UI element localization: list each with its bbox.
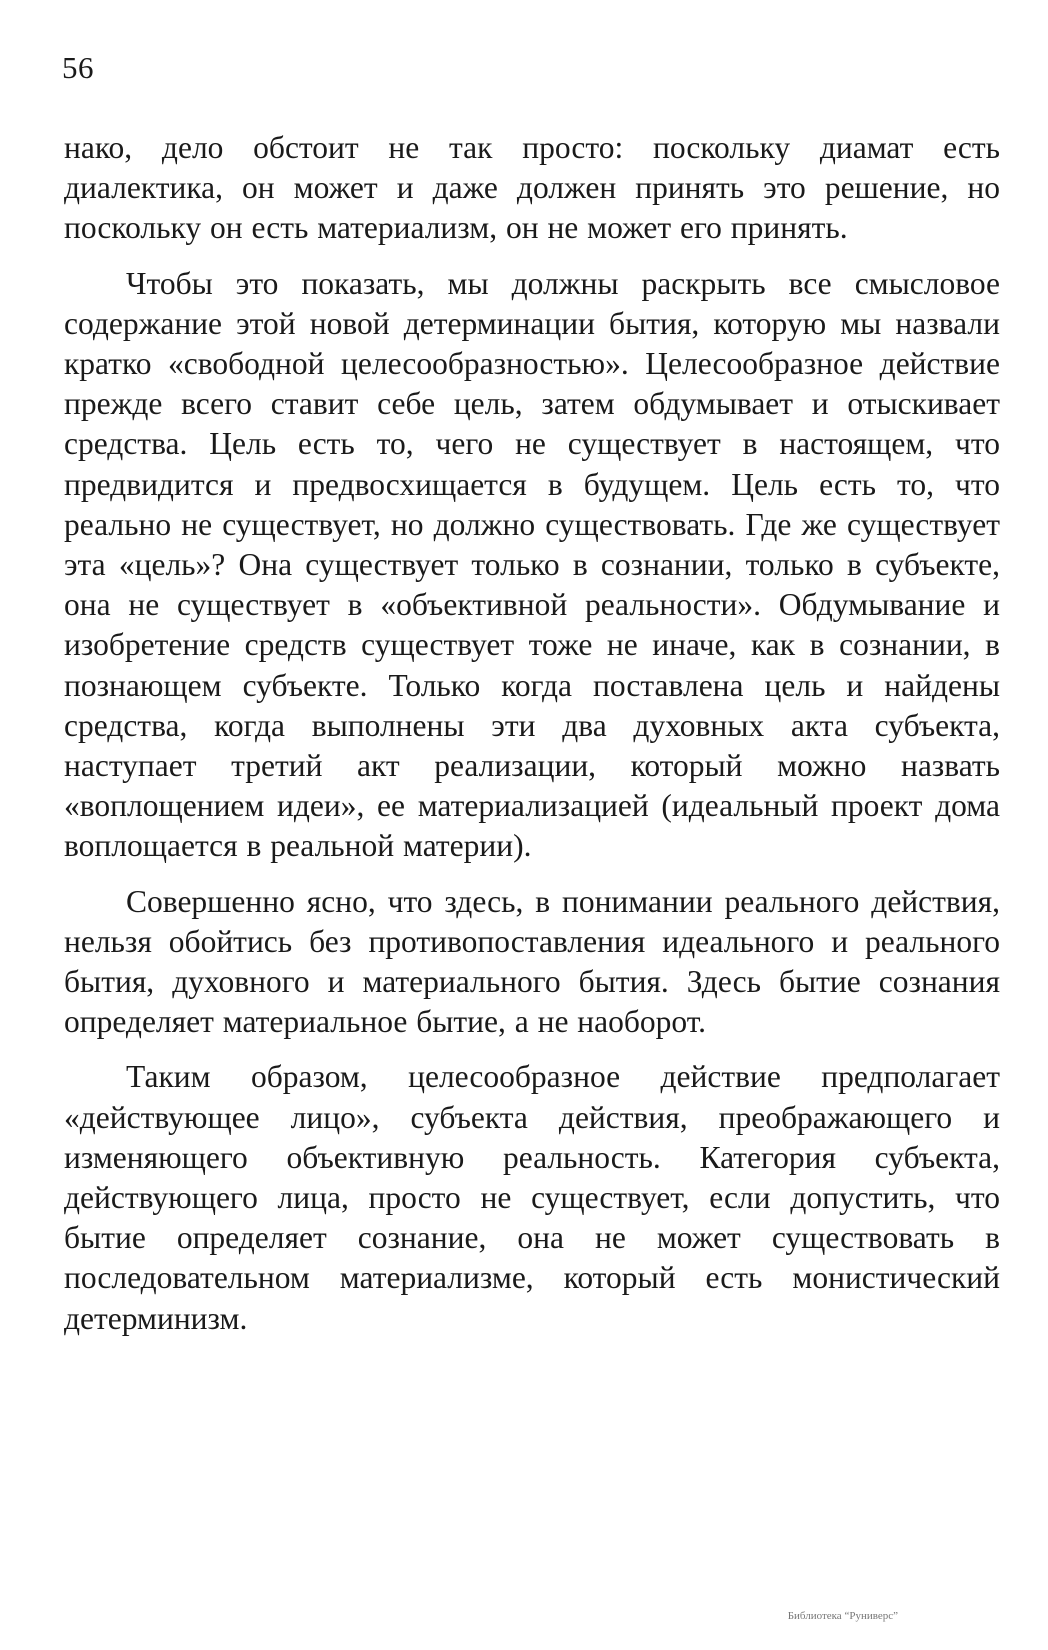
paragraph: Таким образом, целесообразное действие предполагает «действующее лицо», субъекта действия, преображающего и изменяющего объективную реальность. Категория субъекта, действующего лица, просто не существует, если допустить, что бытие определяет сознание, она не может существовать в последовательном материализме, который есть монистический детерминизм. (64, 1059, 1000, 1336)
paragraph: Совершенно ясно, что здесь, в понимании реального действия, нельзя обойтись без противопоставления идеального и реального бытия, духовного и материального бытия. Здесь бытие сознания определяет материальное бытие, а не наоборот. (64, 883, 1000, 1040)
text-body (64, 128, 1000, 1339)
library-watermark: Библиотека “Руниверс” (787, 1610, 898, 1622)
paragraph: Чтобы это показать, мы должны раскрыть все смысловое содержание этой новой детерминации бытия, которую мы назвали кратко «свободной целесообразностью». Целесообразное действие прежде всего ставит себе цель, затем обдумывает и отыскивает средства. Цель есть то, чего не существует в настоящем, что предвидится и предвосхищается в будущем. Цель есть то, что реально не существует, но должно существовать. Где же существует эта «цель»? Она существует только в сознании, только в субъекте, она не существует в «объективной реальности». Обдумывание и изобретение средств существует тоже не иначе, как в сознании, в познающем субъекте. Только когда поставлена цель и найдены средства, когда выполнены эти два духовных акта субъекта, наступает третий акт реализации, который можно назвать «воплощением идеи», ее материализацией (идеальный проект дома воплощается в реальной материи). (64, 265, 1000, 864)
page-number: 56 (62, 50, 94, 85)
paragraph: нако, дело обстоит не так просто: поскольку диамат есть диалектика, он может и даже должен принять это решение, но поскольку он есть материализм, он не может его принять. (64, 130, 1000, 246)
